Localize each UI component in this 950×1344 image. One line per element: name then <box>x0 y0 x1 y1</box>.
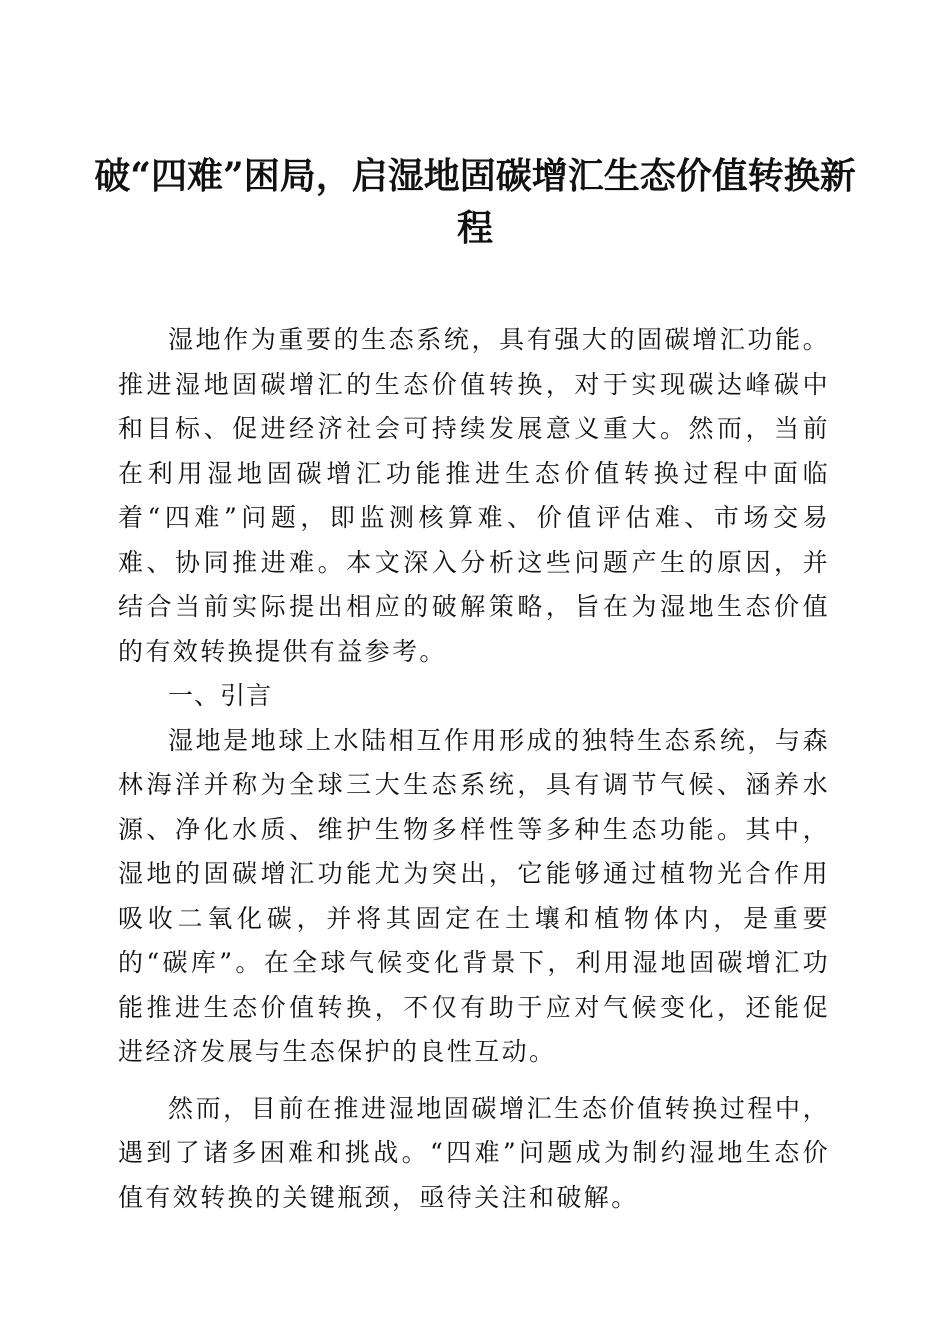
body-paragraph: 然而，目前在推进湿地固碳增汇生态价值转换过程中，遇到了诸多困难和挑战。“四难”问题成为制约湿地生态价值有效转换的关键瓶颈，亟待关注和破解。 <box>118 1093 830 1212</box>
paragraph-gap <box>118 1075 830 1087</box>
section-heading: 一、引言 <box>168 681 273 710</box>
document-title: 破“四难”困局，启湿地固碳增汇生态价值转换新程 <box>94 155 856 249</box>
abstract-paragraph: 湿地作为重要的生态系统，具有强大的固碳增汇功能。推进湿地固碳增汇的生态价值转换，对于实现碳达峰碳中和目标、促进经济社会可持续发展意义重大。然而，当前在利用湿地固碳增汇功能推进生态价值转换过程中面临着“四难”问题，即监测核算难、价值评估难、市场交易难、协同推进难。本文深入分析这些问题产生的原因，并结合当前实际提出相应的破解策略，旨在为湿地生态价值的有效转换提供有益参考。 <box>118 325 830 666</box>
body-paragraph: 湿地是地球上水陆相互作用形成的独特生态系统，与森林海洋并称为全球三大生态系统，具有调节气候、涵养水源、净化水质、维护生物多样性等多种生态功能。其中，湿地的固碳增汇功能尤为突出，它能够通过植物光合作用吸收二氧化碳，并将其固定在土壤和植物体内，是重要的“碳库”。在全球气候变化背景下，利用湿地固碳增汇功能推进生态价值转换，不仅有助于应对气候变化，还能促进经济发展与生态保护的良性互动。 <box>118 725 830 1066</box>
document-body <box>118 318 830 1220</box>
